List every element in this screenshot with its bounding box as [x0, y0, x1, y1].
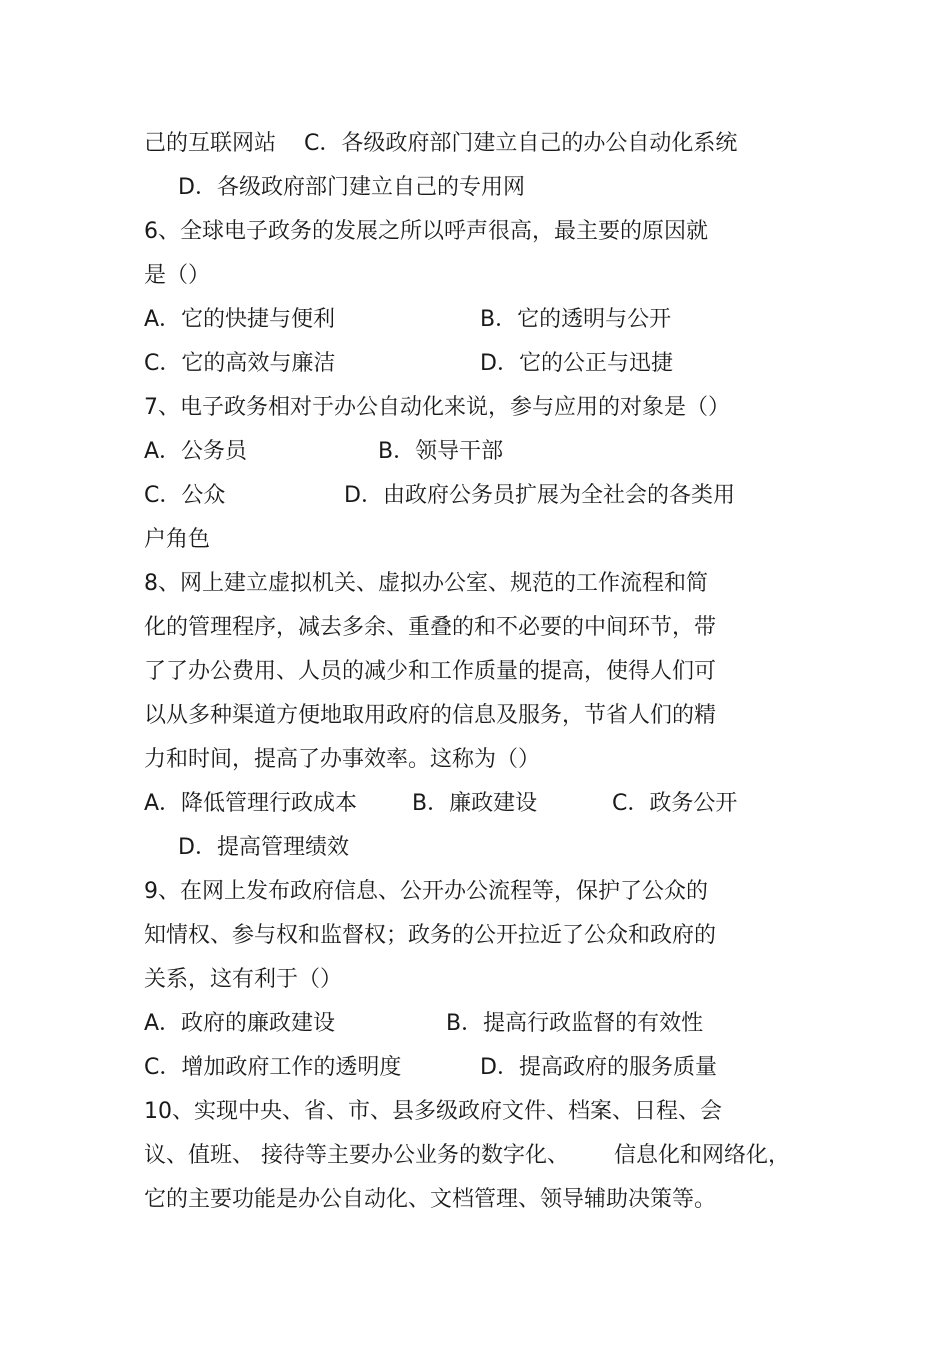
question-7: 7、电子政务相对于办公自动化来说，参与应用的对象是（）: [144, 395, 730, 420]
q6-option-d: D．它的公正与迅捷: [480, 351, 673, 376]
question-9-cont: 关系，这有利于（）: [144, 967, 343, 992]
q7-option-c: C．公众: [144, 483, 226, 508]
question-8-cont: 了了办公费用、人员的减少和工作质量的提高，使得人们可: [144, 659, 717, 684]
question-10-cont: 议、值班、 接待等主要办公业务的数字化、: [144, 1143, 569, 1168]
q8-option-c: C．政务公开: [612, 791, 738, 816]
q8-option-b: B．廉政建设: [412, 791, 538, 816]
q6-option-b: B．它的透明与公开: [480, 307, 672, 332]
q7-option-d-cont: 户角色: [144, 527, 211, 552]
q7-option-b: B．领导干部: [378, 439, 504, 464]
option-c: C．各级政府部门建立自己的办公自动化系统: [304, 131, 738, 156]
question-8: 8、网上建立虚拟机关、虚拟办公室、规范的工作流程和简: [144, 571, 708, 596]
option-d: D．各级政府部门建立自己的专用网: [178, 175, 525, 200]
question-10-cont: 它的主要功能是办公自动化、文档管理、领导辅助决策等。: [144, 1187, 717, 1212]
q7-option-a: A．公务员: [144, 439, 248, 464]
question-6: 6、全球电子政务的发展之所以呼声很高，最主要的原因就: [144, 219, 708, 244]
question-9-cont: 知情权、参与权和监督权；政务的公开拉近了公众和政府的: [144, 923, 717, 948]
q6-option-c: C．它的高效与廉洁: [144, 351, 336, 376]
question-8-cont: 化的管理程序，减去多余、重叠的和不必要的中间环节，带: [144, 615, 717, 640]
text-line: 己的互联网站: [144, 131, 277, 156]
q7-option-d: D．由政府公务员扩展为全社会的各类用: [344, 483, 735, 508]
q9-option-a: A．政府的廉政建设: [144, 1011, 336, 1036]
q8-option-d: D．提高管理绩效: [178, 835, 349, 860]
question-10: 10、实现中央、省、市、县多级政府文件、档案、日程、会: [144, 1099, 722, 1124]
q8-option-a: A．降低管理行政成本: [144, 791, 358, 816]
question-8-cont: 力和时间，提高了办事效率。这称为（）: [144, 747, 541, 772]
question-8-cont: 以从多种渠道方便地取用政府的信息及服务，节省人们的精: [144, 703, 717, 728]
q9-option-c: C．增加政府工作的透明度: [144, 1055, 402, 1080]
question-9: 9、在网上发布政府信息、公开办公流程等，保护了公众的: [144, 879, 708, 904]
q9-option-b: B．提高行政监督的有效性: [446, 1011, 704, 1036]
q6-option-a: A．它的快捷与便利: [144, 307, 336, 332]
question-10-cont: 信息化和网络化，: [614, 1143, 791, 1168]
question-6-cont: 是（）: [144, 263, 211, 288]
q9-option-d: D．提高政府的服务质量: [480, 1055, 717, 1080]
